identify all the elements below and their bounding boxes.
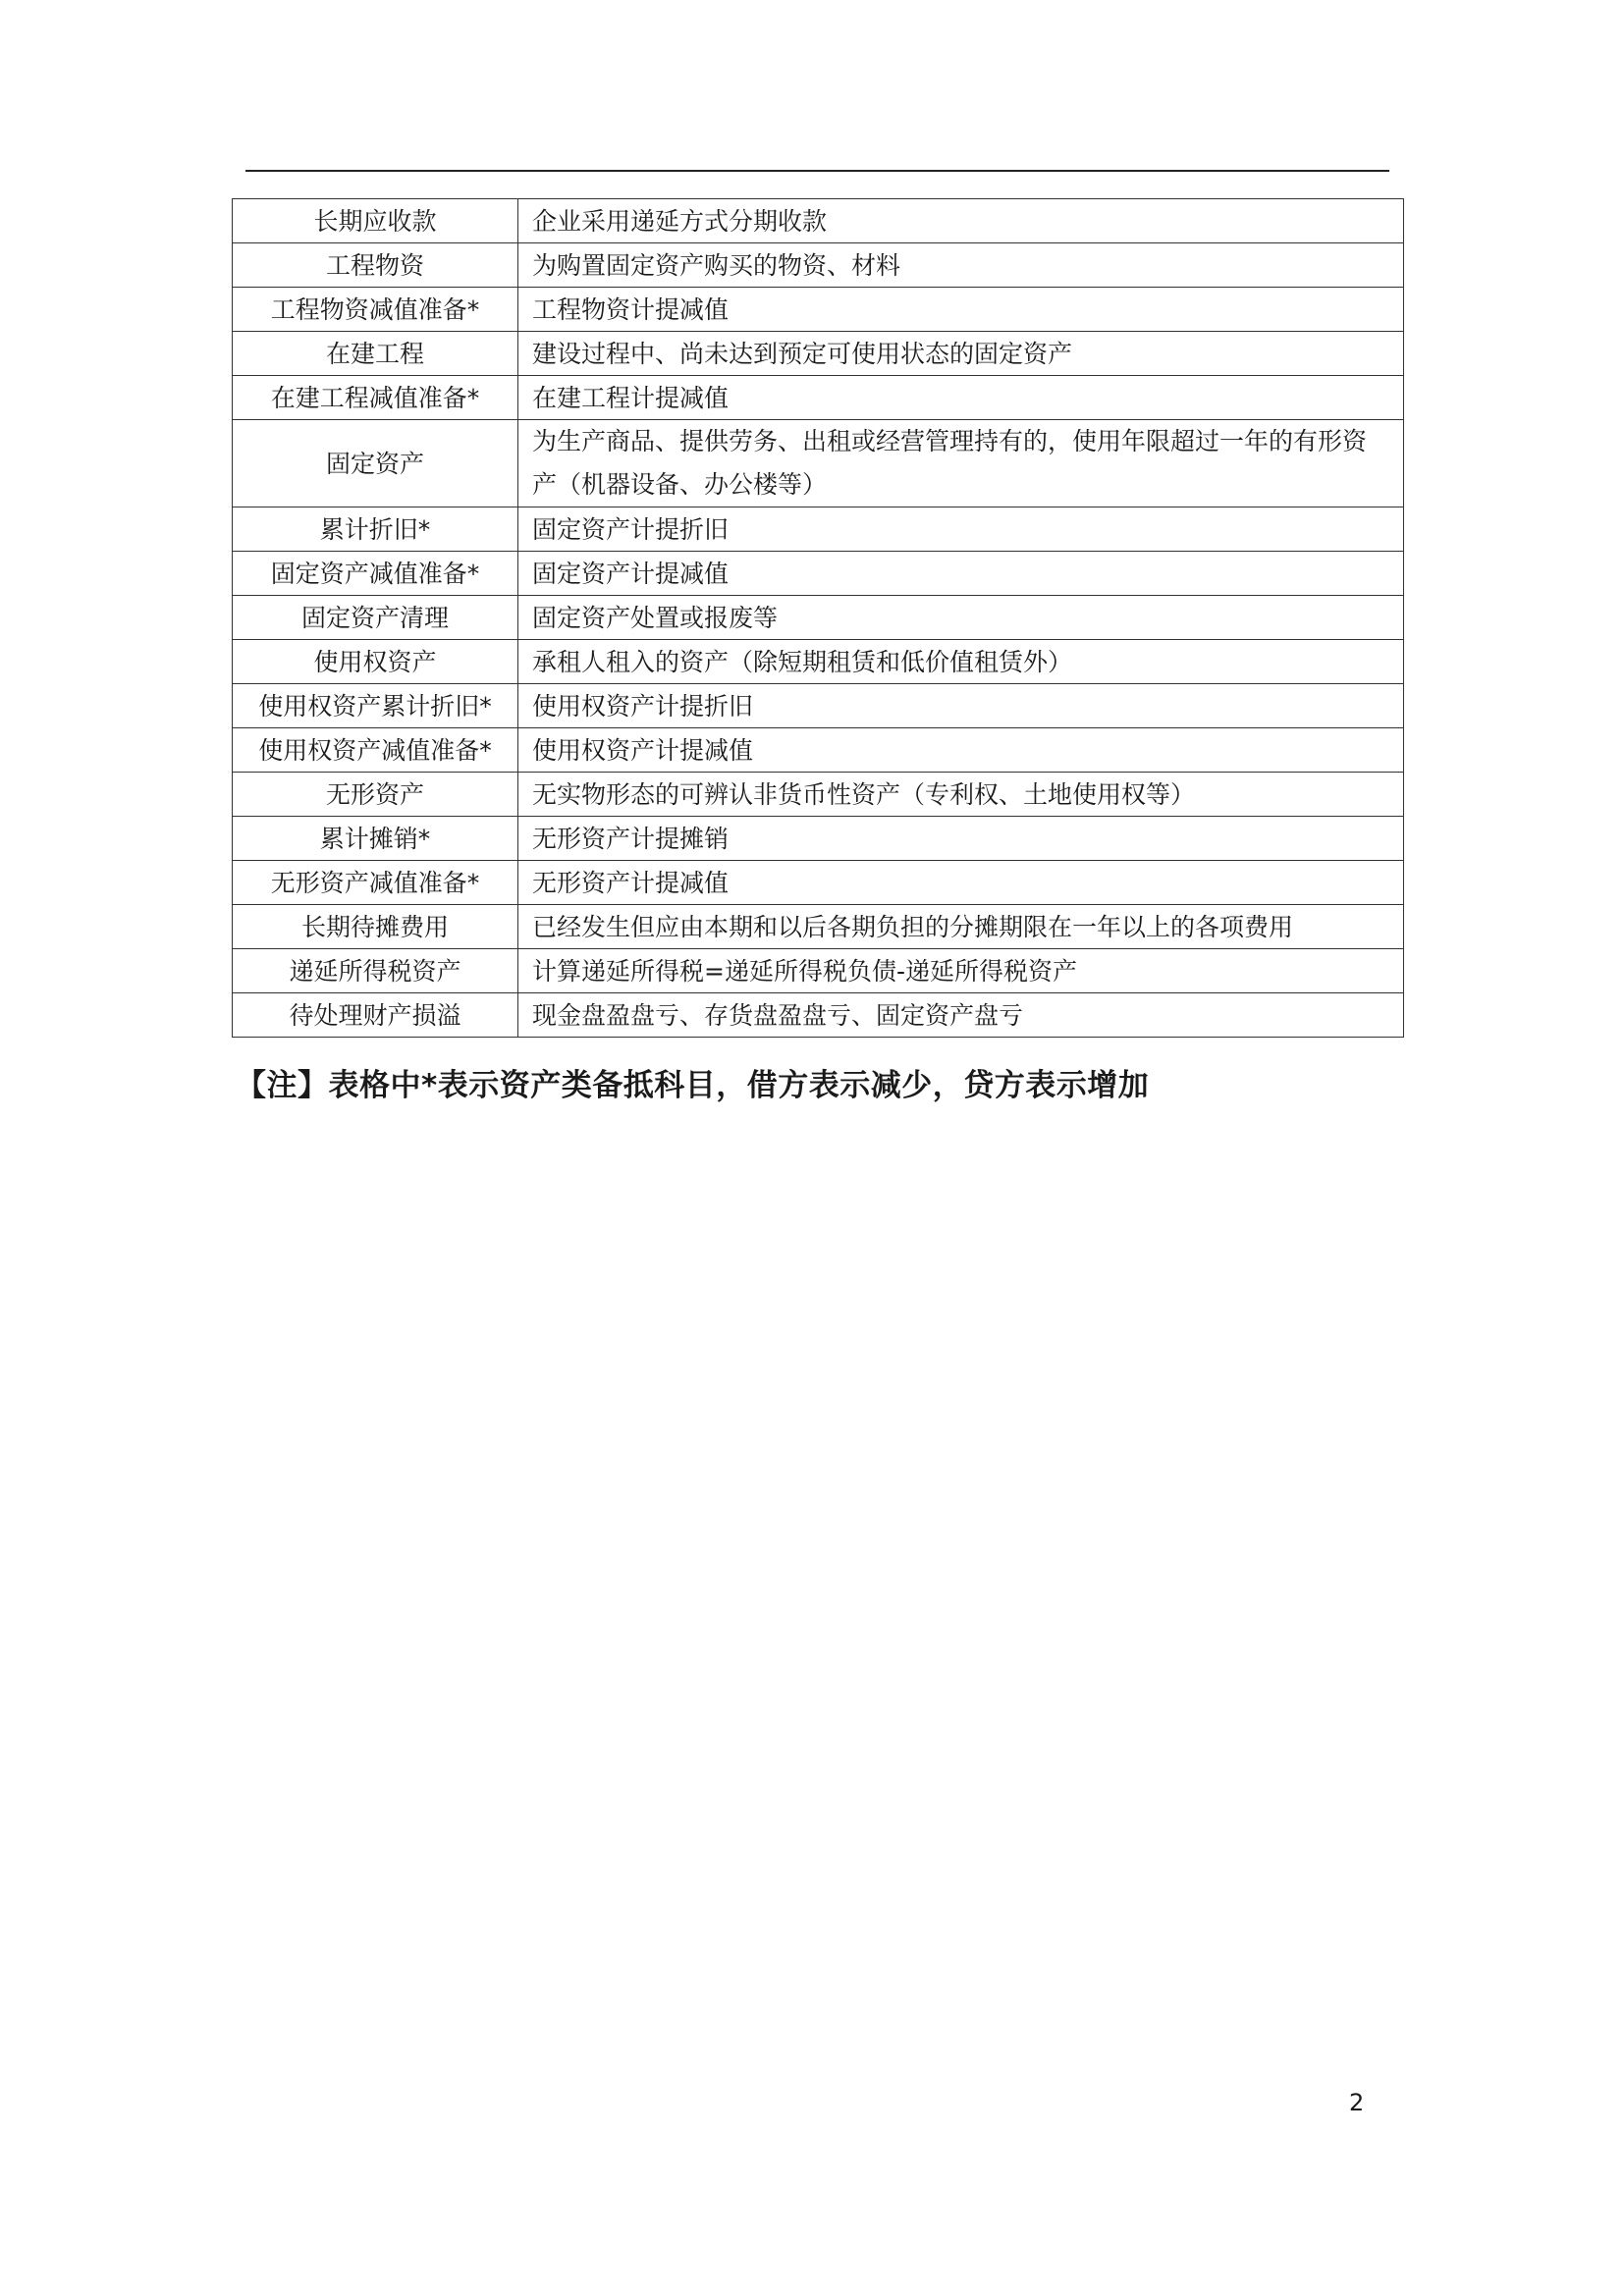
account-description: 已经发生但应由本期和以后各期负担的分摊期限在一年以上的各项费用	[518, 905, 1404, 949]
table-row	[233, 288, 1404, 332]
account-description: 为生产商品、提供劳务、出租或经营管理持有的，使用年限超过一年的有形资产（机器设备、办公楼等）	[518, 420, 1404, 507]
table-row	[233, 243, 1404, 288]
account-name: 使用权资产	[233, 640, 518, 684]
account-description: 现金盘盈盘亏、存货盘盈盘亏、固定资产盘亏	[518, 993, 1404, 1038]
account-name: 使用权资产累计折旧*	[233, 684, 518, 728]
table-row	[233, 861, 1404, 905]
account-name: 无形资产减值准备*	[233, 861, 518, 905]
table-row	[233, 993, 1404, 1038]
account-name: 使用权资产减值准备*	[233, 728, 518, 773]
account-description: 为购置固定资产购买的物资、材料	[518, 243, 1404, 288]
table-row	[233, 773, 1404, 817]
account-description: 无实物形态的可辨认非货币性资产（专利权、土地使用权等）	[518, 773, 1404, 817]
table-row	[233, 376, 1404, 420]
account-description: 固定资产计提减值	[518, 552, 1404, 596]
header-rule	[245, 170, 1389, 172]
account-name: 固定资产清理	[233, 596, 518, 640]
account-name: 工程物资	[233, 243, 518, 288]
table-row	[233, 552, 1404, 596]
table-row	[233, 507, 1404, 552]
table-row	[233, 640, 1404, 684]
account-name: 长期待摊费用	[233, 905, 518, 949]
account-description: 工程物资计提减值	[518, 288, 1404, 332]
table-row	[233, 905, 1404, 949]
account-name: 累计摊销*	[233, 817, 518, 861]
account-name: 待处理财产损溢	[233, 993, 518, 1038]
account-name: 无形资产	[233, 773, 518, 817]
account-name: 固定资产	[233, 420, 518, 507]
table-row	[233, 199, 1404, 243]
account-description: 企业采用递延方式分期收款	[518, 199, 1404, 243]
account-name: 长期应收款	[233, 199, 518, 243]
table-row	[233, 420, 1404, 507]
account-name: 在建工程	[233, 332, 518, 376]
account-description: 计算递延所得税=递延所得税负债-递延所得税资产	[518, 949, 1404, 993]
account-description: 无形资产计提减值	[518, 861, 1404, 905]
account-name: 固定资产减值准备*	[233, 552, 518, 596]
account-description: 承租人租入的资产（除短期租赁和低价值租赁外）	[518, 640, 1404, 684]
account-description: 使用权资产计提折旧	[518, 684, 1404, 728]
account-description: 在建工程计提减值	[518, 376, 1404, 420]
account-table	[232, 198, 1404, 1038]
account-description: 固定资产计提折旧	[518, 507, 1404, 552]
account-name: 累计折旧*	[233, 507, 518, 552]
account-name: 在建工程减值准备*	[233, 376, 518, 420]
table-row	[233, 817, 1404, 861]
table-row	[233, 728, 1404, 773]
account-description: 无形资产计提摊销	[518, 817, 1404, 861]
table-note: 【注】表格中*表示资产类备抵科目，借方表示减少，贷方表示增加	[236, 1068, 1150, 1103]
account-name: 工程物资减值准备*	[233, 288, 518, 332]
page-number: 2	[1349, 2089, 1365, 2116]
account-description: 使用权资产计提减值	[518, 728, 1404, 773]
account-name: 递延所得税资产	[233, 949, 518, 993]
account-description: 建设过程中、尚未达到预定可使用状态的固定资产	[518, 332, 1404, 376]
table-row	[233, 332, 1404, 376]
table-row	[233, 596, 1404, 640]
account-description: 固定资产处置或报废等	[518, 596, 1404, 640]
table-row	[233, 684, 1404, 728]
table-row	[233, 949, 1404, 993]
